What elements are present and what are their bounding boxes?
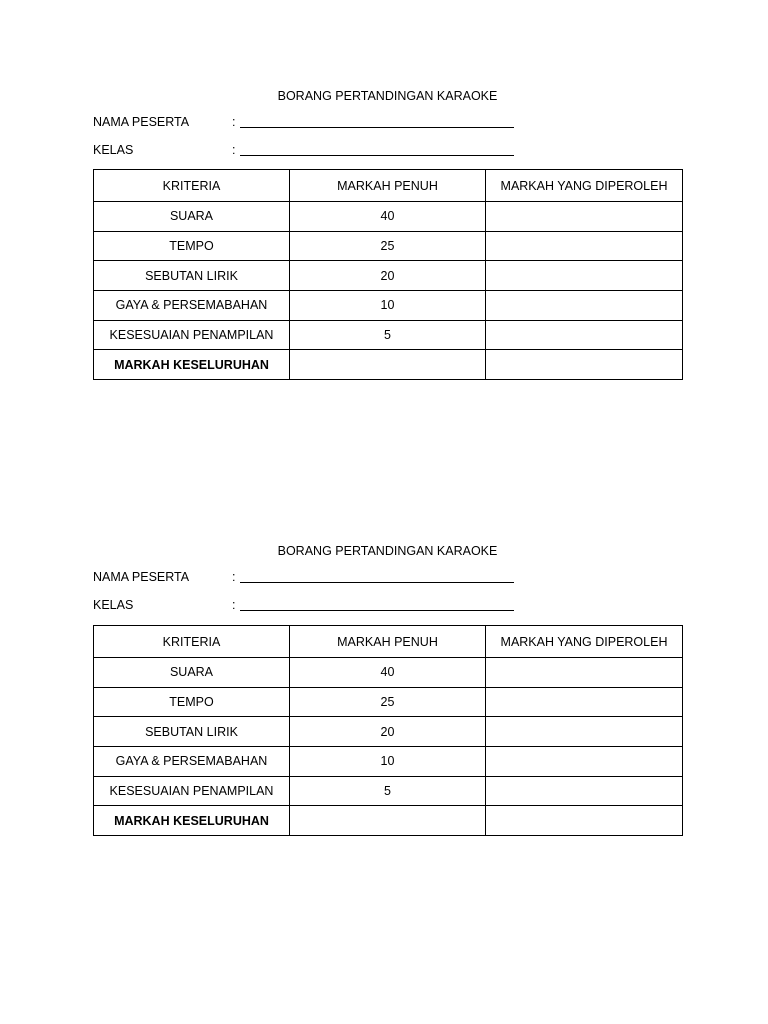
table-row <box>94 687 683 717</box>
criteria-cell: TEMPO <box>94 687 290 717</box>
obtained-marks-cell[interactable] <box>486 717 683 747</box>
criteria-cell: SEBUTAN LIRIK <box>94 717 290 747</box>
obtained-marks-cell[interactable] <box>486 320 683 350</box>
full-marks-cell: 25 <box>290 687 486 717</box>
total-criteria-cell: MARKAH KESELURUHAN <box>94 806 290 836</box>
obtained-marks-cell[interactable] <box>486 658 683 688</box>
criteria-cell: KESESUAIAN PENAMPILAN <box>94 320 290 350</box>
table-row <box>94 717 683 747</box>
header-full-marks: MARKAH PENUH <box>290 626 486 658</box>
class-blank[interactable] <box>240 155 514 156</box>
full-marks-cell: 25 <box>290 231 486 261</box>
participant-name-colon: : <box>232 570 236 584</box>
participant-name-row <box>93 115 682 131</box>
header-obtained-marks: MARKAH YANG DIPEROLEH <box>486 626 683 658</box>
criteria-cell: KESESUAIAN PENAMPILAN <box>94 776 290 806</box>
class-row <box>93 143 682 159</box>
form-title: BORANG PERTANDINGAN KARAOKE <box>277 89 498 103</box>
obtained-marks-cell[interactable] <box>486 261 683 291</box>
full-marks-cell: 40 <box>290 202 486 232</box>
header-full-marks: MARKAH PENUH <box>290 170 486 202</box>
criteria-cell: SUARA <box>94 658 290 688</box>
class-colon: : <box>232 143 236 157</box>
obtained-marks-cell[interactable] <box>486 776 683 806</box>
total-row <box>94 350 683 380</box>
table-row <box>94 261 683 291</box>
full-marks-cell: 5 <box>290 776 486 806</box>
header-criteria: KRITERIA <box>94 626 290 658</box>
table-header-row <box>94 626 683 658</box>
class-label: KELAS <box>93 598 134 612</box>
full-marks-cell: 5 <box>290 320 486 350</box>
obtained-marks-cell[interactable] <box>486 231 683 261</box>
total-row <box>94 806 683 836</box>
criteria-cell: GAYA & PERSEMABAHAN <box>94 747 290 777</box>
obtained-marks-cell[interactable] <box>486 747 683 777</box>
total-obtained-marks-cell[interactable] <box>486 350 683 380</box>
header-obtained-marks: MARKAH YANG DIPEROLEH <box>486 170 683 202</box>
full-marks-cell: 40 <box>290 658 486 688</box>
participant-name-label: NAMA PESERTA <box>93 570 190 584</box>
table-row <box>94 658 683 688</box>
full-marks-cell: 20 <box>290 261 486 291</box>
table-row <box>94 747 683 777</box>
full-marks-cell: 10 <box>290 747 486 777</box>
class-colon: : <box>232 598 236 612</box>
participant-name-blank[interactable] <box>240 127 514 128</box>
table-row <box>94 320 683 350</box>
class-blank[interactable] <box>240 610 514 611</box>
header-criteria: KRITERIA <box>94 170 290 202</box>
obtained-marks-cell[interactable] <box>486 291 683 321</box>
table-row <box>94 231 683 261</box>
participant-name-row <box>93 570 682 586</box>
form-title: BORANG PERTANDINGAN KARAOKE <box>277 544 498 558</box>
obtained-marks-cell[interactable] <box>486 202 683 232</box>
score-table <box>93 169 683 380</box>
total-criteria-cell: MARKAH KESELURUHAN <box>94 350 290 380</box>
total-full-marks-cell <box>290 350 486 380</box>
full-marks-cell: 10 <box>290 291 486 321</box>
criteria-cell: GAYA & PERSEMABAHAN <box>94 291 290 321</box>
table-row <box>94 776 683 806</box>
class-row <box>93 598 682 614</box>
table-row <box>94 202 683 232</box>
obtained-marks-cell[interactable] <box>486 687 683 717</box>
total-obtained-marks-cell[interactable] <box>486 806 683 836</box>
participant-name-label: NAMA PESERTA <box>93 115 190 129</box>
total-full-marks-cell <box>290 806 486 836</box>
participant-name-colon: : <box>232 115 236 129</box>
table-header-row <box>94 170 683 202</box>
full-marks-cell: 20 <box>290 717 486 747</box>
participant-name-blank[interactable] <box>240 582 514 583</box>
criteria-cell: SEBUTAN LIRIK <box>94 261 290 291</box>
class-label: KELAS <box>93 143 134 157</box>
table-row <box>94 291 683 321</box>
criteria-cell: SUARA <box>94 202 290 232</box>
criteria-cell: TEMPO <box>94 231 290 261</box>
score-table <box>93 625 683 836</box>
